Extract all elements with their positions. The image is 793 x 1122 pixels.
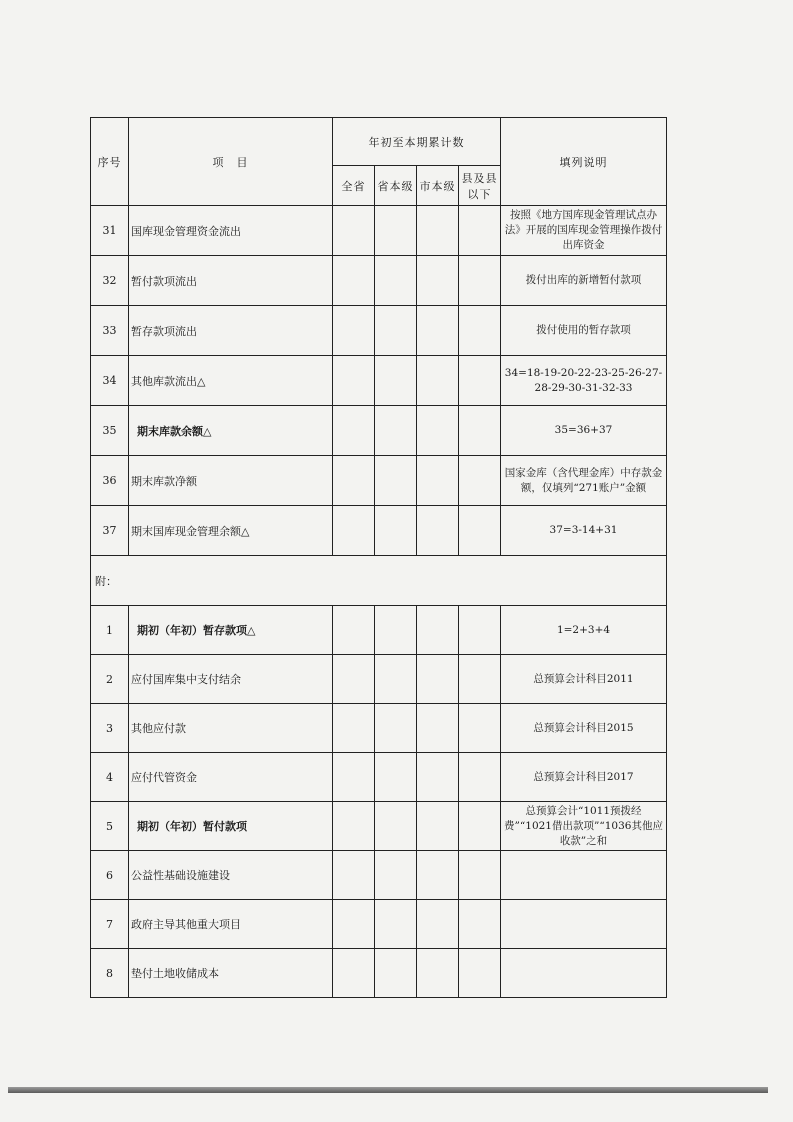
header-item: 项 目 <box>129 118 333 206</box>
table-row <box>91 851 667 900</box>
table-row <box>91 802 667 851</box>
row-note <box>501 900 667 949</box>
row-province-level <box>375 306 417 356</box>
row-seq: 5 <box>91 802 129 851</box>
row-item: 政府主导其他重大项目 <box>129 900 333 949</box>
row-county-level <box>459 802 501 851</box>
row-province-level <box>375 256 417 306</box>
row-note: 35=36+37 <box>501 406 667 456</box>
table-row <box>91 356 667 406</box>
table-row <box>91 704 667 753</box>
header-city-level: 市本级 <box>417 166 459 206</box>
table-row <box>91 256 667 306</box>
table-row <box>91 406 667 456</box>
row-province-total <box>333 753 375 802</box>
row-seq: 6 <box>91 851 129 900</box>
table-row <box>91 606 667 655</box>
row-city-level <box>417 456 459 506</box>
table-row <box>91 506 667 556</box>
row-city-level <box>417 306 459 356</box>
row-item: 垫付土地收储成本 <box>129 949 333 998</box>
row-province-total <box>333 606 375 655</box>
row-province-level <box>375 949 417 998</box>
row-province-total <box>333 704 375 753</box>
row-seq: 7 <box>91 900 129 949</box>
row-seq: 8 <box>91 949 129 998</box>
appendix-label: 附： <box>91 556 667 606</box>
row-seq: 34 <box>91 356 129 406</box>
row-province-total <box>333 256 375 306</box>
row-item: 期末库款余额△ <box>129 406 333 456</box>
appendix-section <box>91 556 667 606</box>
row-note: 37=3-14+31 <box>501 506 667 556</box>
row-item: 暂付款项流出 <box>129 256 333 306</box>
table-row <box>91 900 667 949</box>
row-seq: 32 <box>91 256 129 306</box>
row-province-level <box>375 655 417 704</box>
row-item: 暂存款项流出 <box>129 306 333 356</box>
row-item: 期末国库现金管理余额△ <box>129 506 333 556</box>
row-seq: 37 <box>91 506 129 556</box>
report-table <box>90 117 667 998</box>
row-province-total <box>333 306 375 356</box>
header-county-level: 县及县以下 <box>459 166 501 206</box>
row-province-level <box>375 851 417 900</box>
row-seq: 33 <box>91 306 129 356</box>
row-county-level <box>459 753 501 802</box>
row-province-total <box>333 949 375 998</box>
row-item: 期末库款净额 <box>129 456 333 506</box>
row-province-total <box>333 206 375 256</box>
row-province-level <box>375 456 417 506</box>
table-row <box>91 655 667 704</box>
row-seq: 2 <box>91 655 129 704</box>
row-seq: 4 <box>91 753 129 802</box>
row-note <box>501 949 667 998</box>
row-province-level <box>375 900 417 949</box>
row-county-level <box>459 306 501 356</box>
header-note: 填列说明 <box>501 118 667 206</box>
row-county-level <box>459 606 501 655</box>
row-city-level <box>417 802 459 851</box>
row-note: 总预算会计科目2015 <box>501 704 667 753</box>
header-province-total: 全省 <box>333 166 375 206</box>
table-row <box>91 753 667 802</box>
row-city-level <box>417 655 459 704</box>
table-row <box>91 206 667 256</box>
row-city-level <box>417 206 459 256</box>
row-province-total <box>333 406 375 456</box>
header-seq: 序号 <box>91 118 129 206</box>
row-county-level <box>459 256 501 306</box>
row-seq: 1 <box>91 606 129 655</box>
row-item: 期初（年初）暂存款项△ <box>129 606 333 655</box>
row-province-total <box>333 356 375 406</box>
row-county-level <box>459 456 501 506</box>
main-rows <box>91 206 667 556</box>
row-province-level <box>375 406 417 456</box>
row-note: 总预算会计“1011预拨经费”“1021借出款项”“1036其他应收款”之和 <box>501 802 667 851</box>
row-seq: 35 <box>91 406 129 456</box>
row-city-level <box>417 356 459 406</box>
row-province-total <box>333 851 375 900</box>
row-province-level <box>375 802 417 851</box>
row-item: 公益性基础设施建设 <box>129 851 333 900</box>
row-city-level <box>417 753 459 802</box>
row-note: 1=2+3+4 <box>501 606 667 655</box>
row-item: 其他库款流出△ <box>129 356 333 406</box>
row-county-level <box>459 206 501 256</box>
row-province-total <box>333 655 375 704</box>
row-note <box>501 851 667 900</box>
row-county-level <box>459 704 501 753</box>
row-city-level <box>417 406 459 456</box>
row-note: 按照《地方国库现金管理试点办法》开展的国库现金管理操作拨付出库资金 <box>501 206 667 256</box>
row-seq: 31 <box>91 206 129 256</box>
row-province-total <box>333 802 375 851</box>
row-note: 34=18-19-20-22-23-25-26-27-28-29-30-31-32-33 <box>501 356 667 406</box>
header-cumulative: 年初至本期累计数 <box>333 118 501 166</box>
row-county-level <box>459 949 501 998</box>
row-city-level <box>417 851 459 900</box>
row-city-level <box>417 256 459 306</box>
header-province-level: 省本级 <box>375 166 417 206</box>
row-province-level <box>375 753 417 802</box>
row-seq: 3 <box>91 704 129 753</box>
row-province-total <box>333 456 375 506</box>
row-county-level <box>459 900 501 949</box>
table-row <box>91 306 667 356</box>
row-note: 拨付使用的暂存款项 <box>501 306 667 356</box>
row-item: 国库现金管理资金流出 <box>129 206 333 256</box>
row-province-level <box>375 606 417 655</box>
row-note: 总预算会计科目2017 <box>501 753 667 802</box>
appendix-rows <box>91 606 667 998</box>
row-county-level <box>459 851 501 900</box>
row-item: 期初（年初）暂付款项 <box>129 802 333 851</box>
row-city-level <box>417 949 459 998</box>
row-city-level <box>417 704 459 753</box>
row-note: 拨付出库的新增暂付款项 <box>501 256 667 306</box>
row-city-level <box>417 506 459 556</box>
row-province-level <box>375 356 417 406</box>
row-item: 应付国库集中支付结余 <box>129 655 333 704</box>
row-county-level <box>459 506 501 556</box>
row-county-level <box>459 406 501 456</box>
row-county-level <box>459 356 501 406</box>
row-province-level <box>375 206 417 256</box>
table-row <box>91 456 667 506</box>
row-province-total <box>333 900 375 949</box>
row-province-level <box>375 704 417 753</box>
row-city-level <box>417 606 459 655</box>
row-seq: 36 <box>91 456 129 506</box>
row-county-level <box>459 655 501 704</box>
row-note: 总预算会计科目2011 <box>501 655 667 704</box>
row-item: 应付代管资金 <box>129 753 333 802</box>
row-item: 其他应付款 <box>129 704 333 753</box>
scan-edge-bar <box>8 1087 768 1093</box>
row-city-level <box>417 900 459 949</box>
row-province-total <box>333 506 375 556</box>
row-note: 国家金库（含代理金库）中存款金额，仅填列“271账户”金额 <box>501 456 667 506</box>
row-province-level <box>375 506 417 556</box>
table-row <box>91 949 667 998</box>
